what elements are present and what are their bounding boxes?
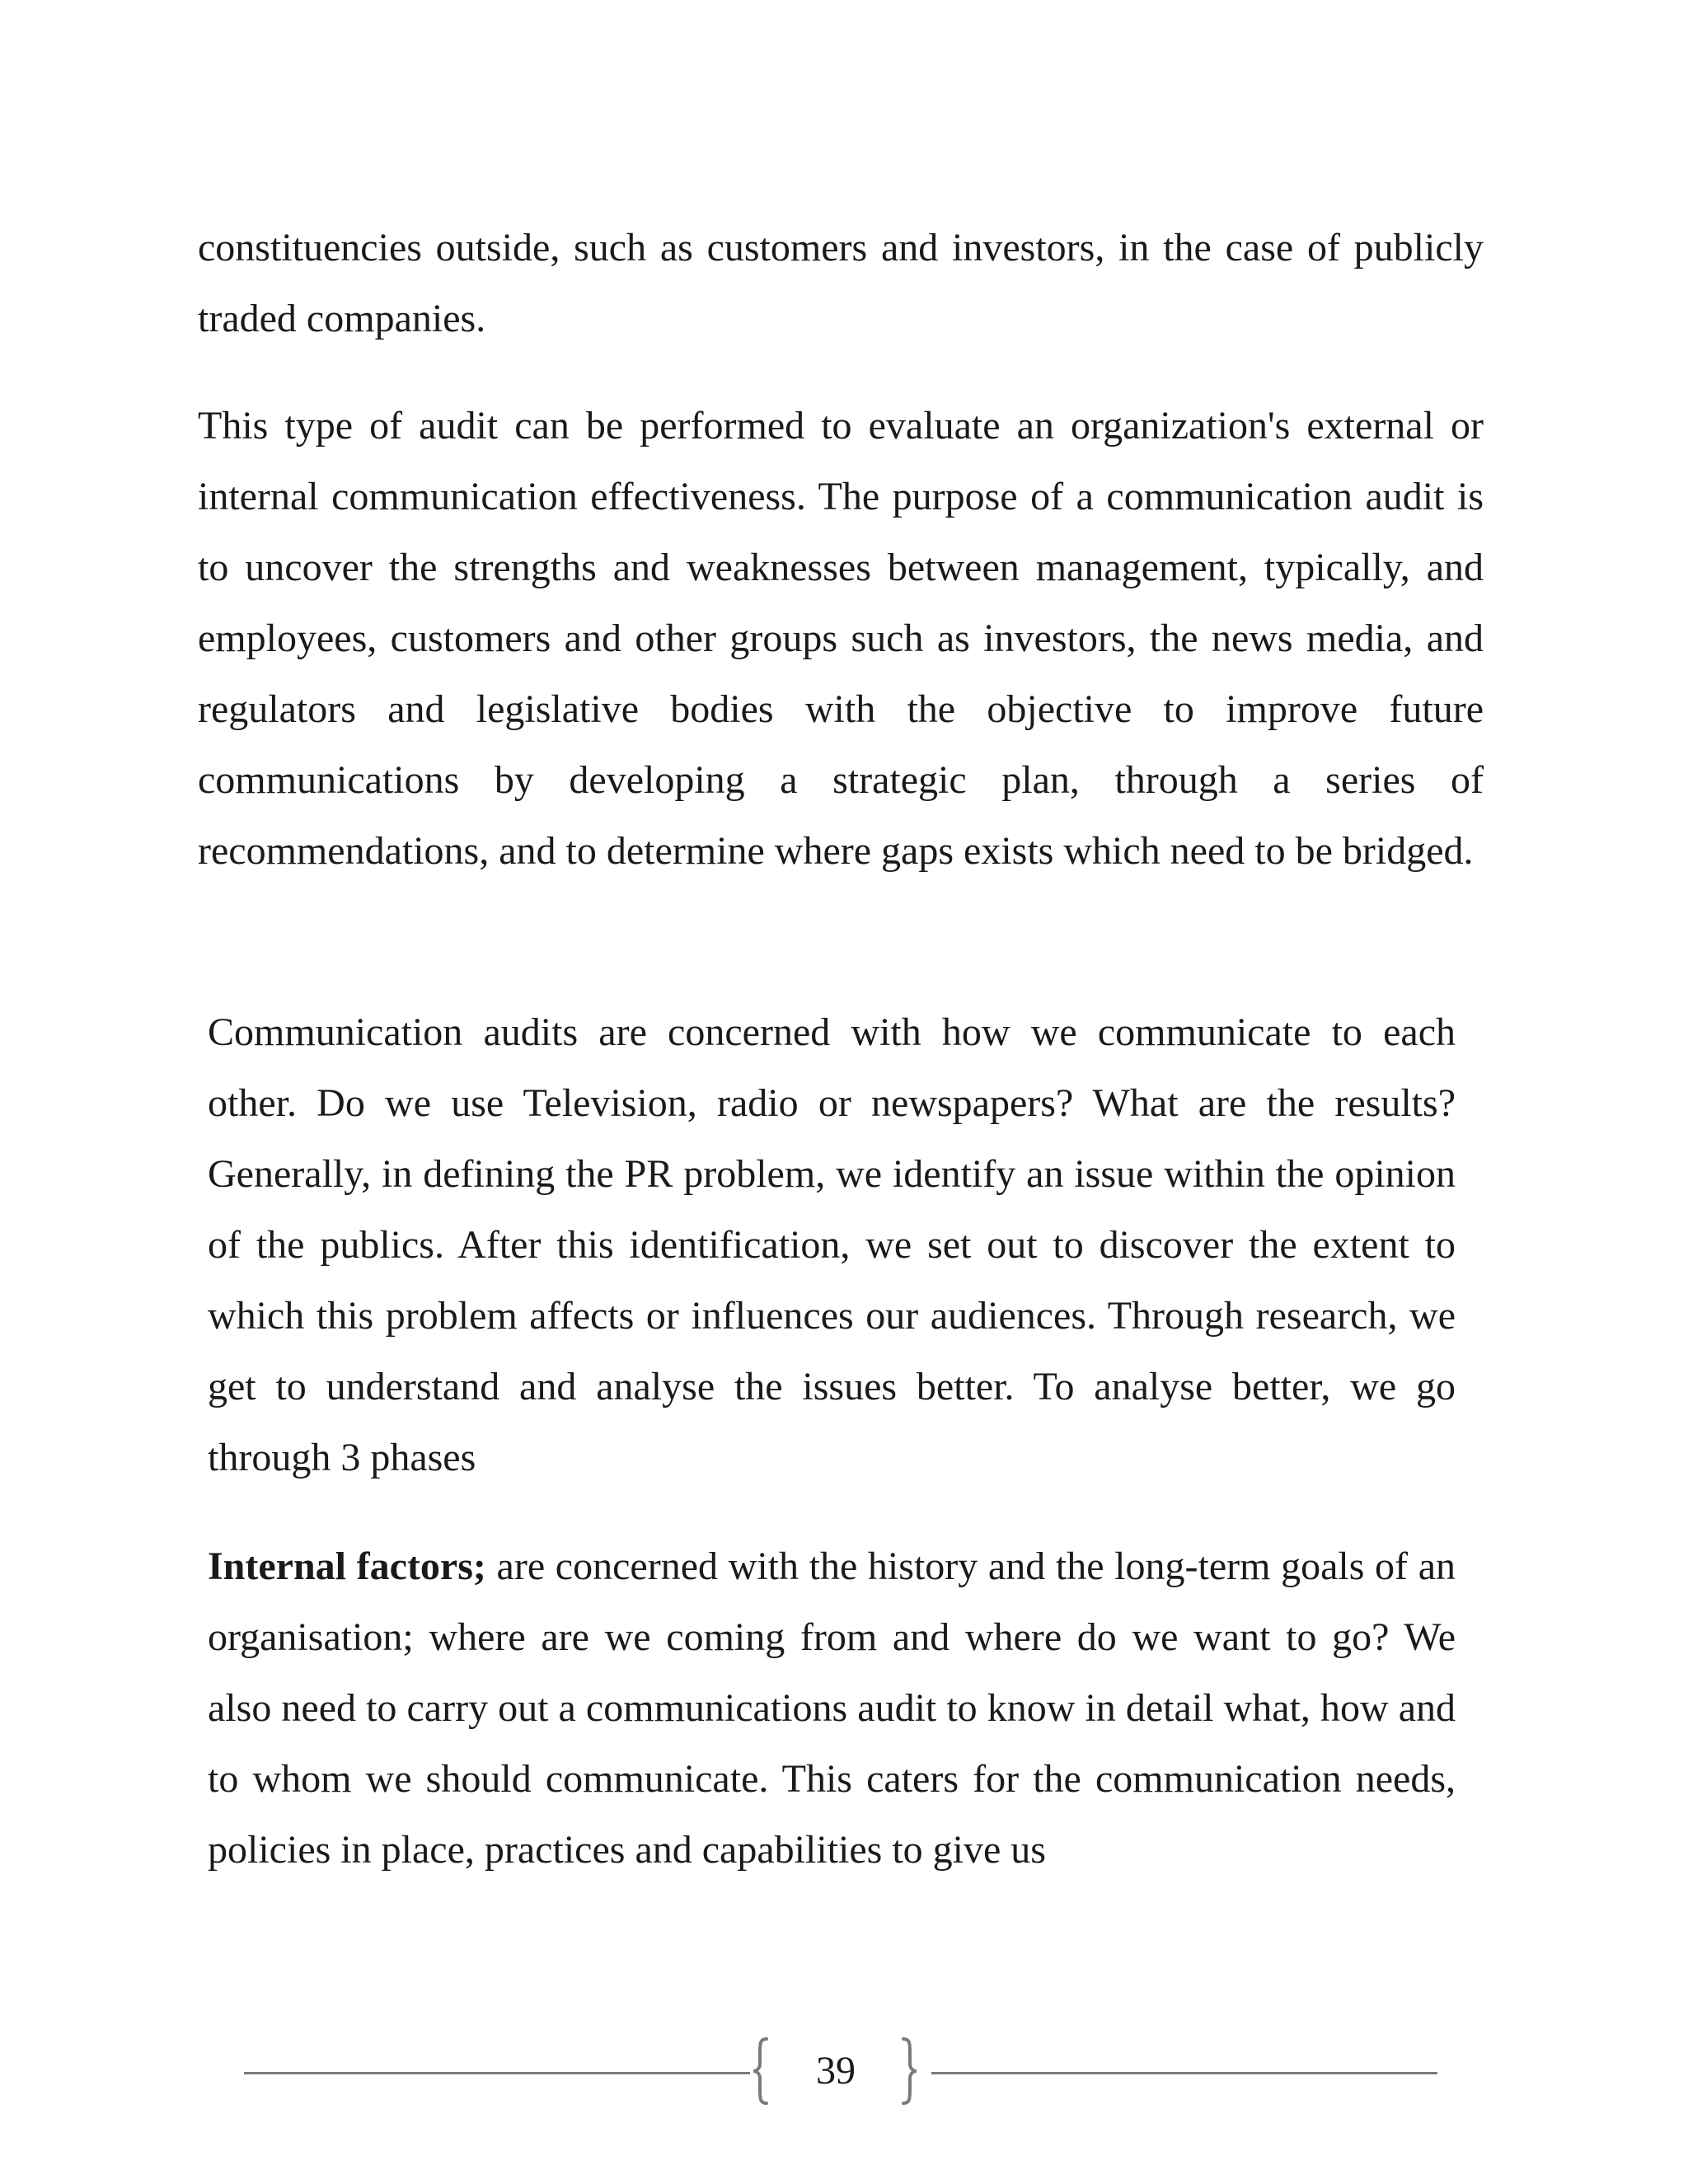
right-brace-icon [900, 2036, 918, 2107]
paragraph-4-bold-lead: Internal factors; [208, 1544, 486, 1588]
left-brace-icon [752, 2036, 770, 2107]
paragraph-2: This type of audit can be performed to evaluate an organization's external or internal communication effectiveness. The purpose of a communication audit is to uncover the strengths and weaknesses between management, typically, and employees, customers and other groups such as investors, the news media, and regulators and legislative bodies with the objective to improve future communications by developing a strategic plan, through a series of recommendations, and to determine where gaps exists which need to be bridged. [198, 404, 1484, 873]
page-number: 39 [816, 2049, 856, 2093]
paragraph-4 [208, 1531, 1456, 1886]
paragraph-1: constituencies outside, such as customers and investors, in the case of publicly traded companies. [198, 226, 1484, 340]
paragraph-3: Communication audits are concerned with how we communicate to each other. Do we use Television, radio or newspapers? What are the results? Generally, in defining the PR problem, we identify an issue within the opinion of the publics. After this identification, we set out to discover the extent to which this problem affects or influences our audiences. Through research, we get to understand and analyse the issues better. To analyse better, we go through 3 phases [208, 1010, 1456, 1479]
page-footer [0, 2036, 1688, 2110]
footer-rule-left [244, 2072, 750, 2074]
paragraph-4-body: are concerned with the history and the long-term goals of an organisation; where are we coming from and where do we want to go? We also need to carry out a communications audit to know in detail what, how and to whom we should communicate. This caters for the communication needs, policies in place, practices and capabilities to give us [208, 1544, 1456, 1872]
footer-rule-right [931, 2072, 1437, 2074]
